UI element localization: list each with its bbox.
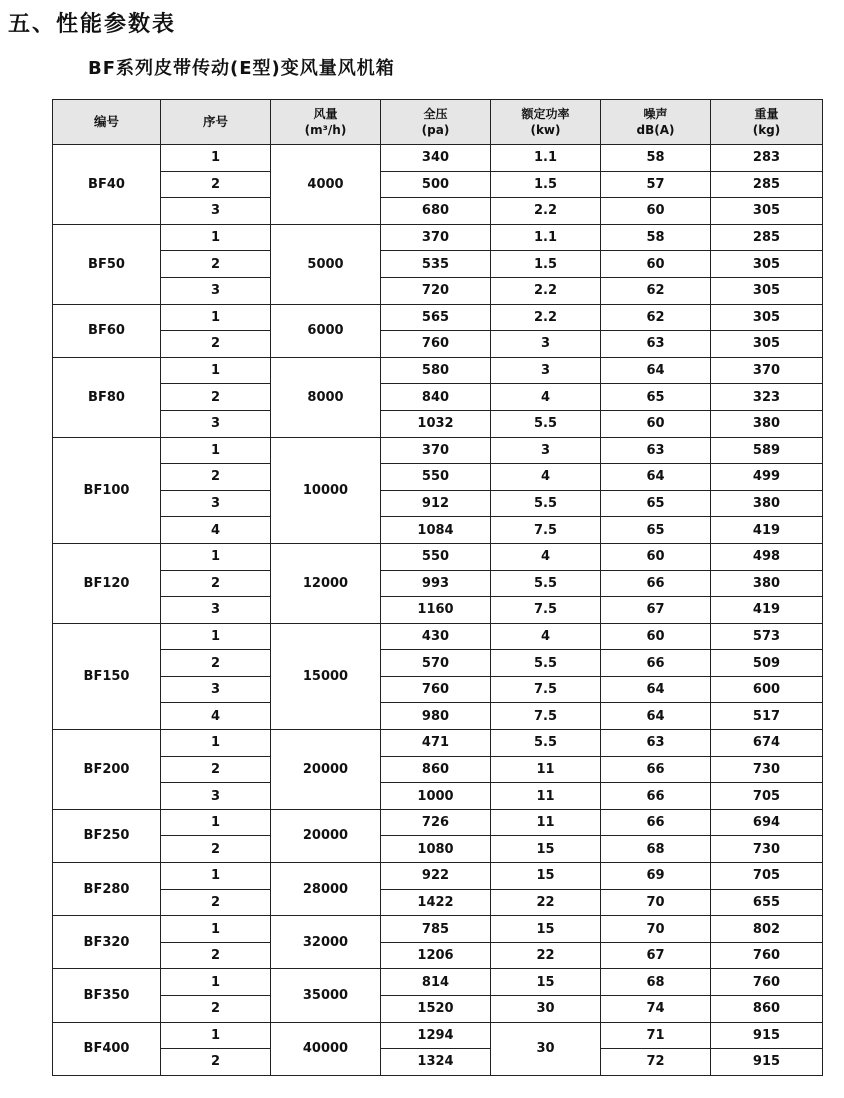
cell-weight: 285: [711, 171, 823, 198]
cell-noise: 68: [601, 969, 711, 996]
performance-table: [52, 99, 823, 1076]
table-row: [53, 863, 823, 890]
cell-weight: 305: [711, 198, 823, 225]
cell-weight: 380: [711, 570, 823, 597]
cell-pressure: 500: [381, 171, 491, 198]
cell-weight: 499: [711, 464, 823, 491]
cell-power: 3: [491, 437, 601, 464]
cell-seq: 2: [161, 570, 271, 597]
cell-model: BF320: [53, 916, 161, 969]
header-power: [491, 100, 601, 145]
cell-weight: 419: [711, 517, 823, 544]
cell-pressure: 760: [381, 331, 491, 358]
cell-airflow: 32000: [271, 916, 381, 969]
table-row: [53, 171, 823, 198]
table-row: [53, 889, 823, 916]
cell-model: BF350: [53, 969, 161, 1022]
cell-seq: 1: [161, 916, 271, 943]
header-label: 噪声: [643, 107, 668, 121]
cell-power: 1.5: [491, 251, 601, 278]
cell-seq: 2: [161, 836, 271, 863]
cell-power: 1.1: [491, 145, 601, 172]
cell-pressure: 993: [381, 570, 491, 597]
table-row: [53, 676, 823, 703]
cell-weight: 283: [711, 145, 823, 172]
cell-pressure: 580: [381, 357, 491, 384]
table-row: [53, 277, 823, 304]
cell-weight: 600: [711, 676, 823, 703]
cell-noise: 69: [601, 863, 711, 890]
cell-noise: 62: [601, 277, 711, 304]
cell-seq: 2: [161, 650, 271, 677]
cell-noise: 60: [601, 543, 711, 570]
cell-seq: 1: [161, 437, 271, 464]
table-row: [53, 517, 823, 544]
table-row: [53, 1022, 823, 1049]
cell-noise: 58: [601, 145, 711, 172]
cell-weight: 802: [711, 916, 823, 943]
table-row: [53, 384, 823, 411]
cell-model: BF120: [53, 543, 161, 623]
cell-pressure: 814: [381, 969, 491, 996]
cell-seq: 1: [161, 145, 271, 172]
cell-power: 15: [491, 969, 601, 996]
cell-noise: 67: [601, 597, 711, 624]
cell-power: 2.2: [491, 198, 601, 225]
cell-weight: 730: [711, 836, 823, 863]
cell-noise: 70: [601, 889, 711, 916]
header-label: 额定功率: [521, 107, 570, 121]
table-row: [53, 490, 823, 517]
cell-pressure: 785: [381, 916, 491, 943]
cell-pressure: 570: [381, 650, 491, 677]
cell-power: 2.2: [491, 277, 601, 304]
cell-pressure: 922: [381, 863, 491, 890]
cell-weight: 370: [711, 357, 823, 384]
cell-power: 4: [491, 384, 601, 411]
cell-power: 1.5: [491, 171, 601, 198]
cell-noise: 57: [601, 171, 711, 198]
cell-power: 2.2: [491, 304, 601, 331]
cell-power: 11: [491, 783, 601, 810]
cell-power: 15: [491, 863, 601, 890]
cell-airflow: 20000: [271, 809, 381, 862]
cell-airflow: 5000: [271, 224, 381, 304]
cell-noise: 66: [601, 783, 711, 810]
cell-model: BF50: [53, 224, 161, 304]
cell-pressure: 550: [381, 464, 491, 491]
header-label: 重量: [754, 107, 779, 121]
cell-model: BF400: [53, 1022, 161, 1075]
table-row: [53, 251, 823, 278]
cell-seq: 1: [161, 623, 271, 650]
cell-pressure: 535: [381, 251, 491, 278]
cell-pressure: 565: [381, 304, 491, 331]
cell-power: 5.5: [491, 490, 601, 517]
cell-power: 7.5: [491, 597, 601, 624]
cell-weight: 380: [711, 490, 823, 517]
cell-noise: 62: [601, 304, 711, 331]
cell-seq: 3: [161, 490, 271, 517]
cell-seq: 2: [161, 251, 271, 278]
cell-weight: 705: [711, 863, 823, 890]
cell-model: BF280: [53, 863, 161, 916]
cell-noise: 65: [601, 384, 711, 411]
cell-power: 15: [491, 836, 601, 863]
cell-power: 5.5: [491, 570, 601, 597]
header-weight: [711, 100, 823, 145]
cell-noise: 64: [601, 357, 711, 384]
cell-weight: 915: [711, 1022, 823, 1049]
header-label: 序号: [202, 114, 228, 129]
cell-pressure: 1080: [381, 836, 491, 863]
cell-pressure: 840: [381, 384, 491, 411]
cell-power: 1.1: [491, 224, 601, 251]
cell-airflow: 15000: [271, 623, 381, 729]
cell-noise: 64: [601, 464, 711, 491]
cell-noise: 64: [601, 676, 711, 703]
table-row: [53, 703, 823, 730]
cell-power: 11: [491, 809, 601, 836]
cell-power: 7.5: [491, 517, 601, 544]
table-row: [53, 996, 823, 1023]
cell-noise: 65: [601, 490, 711, 517]
cell-airflow: 4000: [271, 145, 381, 225]
cell-model: BF200: [53, 730, 161, 810]
cell-pressure: 430: [381, 623, 491, 650]
table-row: [53, 437, 823, 464]
cell-seq: 1: [161, 863, 271, 890]
cell-model: BF250: [53, 809, 161, 862]
cell-pressure: 1324: [381, 1049, 491, 1076]
cell-airflow: 12000: [271, 543, 381, 623]
cell-airflow: 10000: [271, 437, 381, 543]
cell-weight: 285: [711, 224, 823, 251]
cell-power: 22: [491, 942, 601, 969]
cell-seq: 2: [161, 384, 271, 411]
cell-weight: 380: [711, 410, 823, 437]
cell-seq: 3: [161, 198, 271, 225]
table-row: [53, 836, 823, 863]
cell-weight: 305: [711, 331, 823, 358]
cell-power: 15: [491, 916, 601, 943]
cell-pressure: 860: [381, 756, 491, 783]
table-row: [53, 1049, 823, 1076]
cell-noise: 66: [601, 756, 711, 783]
cell-noise: 70: [601, 916, 711, 943]
cell-power: 4: [491, 464, 601, 491]
cell-pressure: 720: [381, 277, 491, 304]
cell-noise: 67: [601, 942, 711, 969]
table-row: [53, 410, 823, 437]
cell-pressure: 1000: [381, 783, 491, 810]
cell-power: 7.5: [491, 676, 601, 703]
table-row: [53, 597, 823, 624]
table-row: [53, 543, 823, 570]
cell-airflow: 8000: [271, 357, 381, 437]
table-row: [53, 224, 823, 251]
table-row: [53, 969, 823, 996]
cell-seq: 2: [161, 331, 271, 358]
cell-seq: 1: [161, 730, 271, 757]
cell-seq: 1: [161, 357, 271, 384]
cell-pressure: 1294: [381, 1022, 491, 1049]
table-row: [53, 198, 823, 225]
cell-airflow: 28000: [271, 863, 381, 916]
table-row: [53, 916, 823, 943]
cell-seq: 1: [161, 304, 271, 331]
cell-seq: 1: [161, 809, 271, 836]
cell-weight: 419: [711, 597, 823, 624]
header-unit: dB(A): [636, 123, 675, 137]
table-title: BF系列皮带传动(E型)变风量风机箱: [88, 58, 395, 79]
cell-seq: 3: [161, 597, 271, 624]
cell-noise: 74: [601, 996, 711, 1023]
cell-pressure: 340: [381, 145, 491, 172]
cell-power: 3: [491, 357, 601, 384]
table-row: [53, 570, 823, 597]
cell-weight: 305: [711, 277, 823, 304]
table-row: [53, 809, 823, 836]
cell-pressure: 726: [381, 809, 491, 836]
header-unit: (kg): [752, 123, 781, 137]
cell-noise: 60: [601, 623, 711, 650]
cell-noise: 63: [601, 437, 711, 464]
cell-weight: 573: [711, 623, 823, 650]
cell-airflow: 20000: [271, 730, 381, 810]
cell-seq: 3: [161, 676, 271, 703]
cell-noise: 72: [601, 1049, 711, 1076]
cell-weight: 323: [711, 384, 823, 411]
cell-weight: 915: [711, 1049, 823, 1076]
cell-model: BF100: [53, 437, 161, 543]
cell-power: 22: [491, 889, 601, 916]
cell-seq: 1: [161, 1022, 271, 1049]
cell-weight: 860: [711, 996, 823, 1023]
cell-seq: 1: [161, 224, 271, 251]
cell-airflow: 35000: [271, 969, 381, 1022]
cell-seq: 4: [161, 703, 271, 730]
cell-pressure: 1520: [381, 996, 491, 1023]
section-title: 五、性能参数表: [8, 12, 177, 37]
cell-seq: 3: [161, 410, 271, 437]
cell-power: 7.5: [491, 703, 601, 730]
cell-seq: 2: [161, 996, 271, 1023]
header-unit: (m³/h): [304, 123, 347, 137]
table-row: [53, 357, 823, 384]
header-noise: [601, 100, 711, 145]
cell-weight: 589: [711, 437, 823, 464]
cell-seq: 2: [161, 464, 271, 491]
header-unit: (pa): [421, 123, 450, 137]
table-row: [53, 464, 823, 491]
cell-pressure: 1160: [381, 597, 491, 624]
header-seq: [161, 100, 271, 145]
cell-seq: 1: [161, 969, 271, 996]
cell-pressure: 1206: [381, 942, 491, 969]
cell-power: 3: [491, 331, 601, 358]
cell-noise: 66: [601, 650, 711, 677]
header-label: 全压: [423, 107, 448, 121]
cell-weight: 730: [711, 756, 823, 783]
cell-noise: 68: [601, 836, 711, 863]
cell-noise: 66: [601, 570, 711, 597]
cell-pressure: 1084: [381, 517, 491, 544]
cell-weight: 760: [711, 969, 823, 996]
cell-noise: 60: [601, 410, 711, 437]
cell-weight: 705: [711, 783, 823, 810]
cell-weight: 305: [711, 251, 823, 278]
table-body: [53, 145, 823, 1076]
cell-seq: 3: [161, 783, 271, 810]
cell-seq: 3: [161, 277, 271, 304]
header-airflow: [271, 100, 381, 145]
cell-airflow: 6000: [271, 304, 381, 357]
header-label: 编号: [93, 114, 119, 129]
cell-noise: 60: [601, 198, 711, 225]
cell-power: 5.5: [491, 730, 601, 757]
table-row: [53, 331, 823, 358]
cell-pressure: 370: [381, 224, 491, 251]
cell-noise: 64: [601, 703, 711, 730]
cell-noise: 65: [601, 517, 711, 544]
cell-pressure: 980: [381, 703, 491, 730]
header-unit: (kw): [530, 123, 561, 137]
cell-seq: 1: [161, 543, 271, 570]
cell-seq: 2: [161, 1049, 271, 1076]
cell-noise: 63: [601, 331, 711, 358]
cell-pressure: 680: [381, 198, 491, 225]
table-row: [53, 783, 823, 810]
cell-weight: 760: [711, 942, 823, 969]
table-row: [53, 145, 823, 172]
cell-weight: 498: [711, 543, 823, 570]
cell-seq: 2: [161, 942, 271, 969]
cell-power: 30: [491, 996, 601, 1023]
cell-pressure: 471: [381, 730, 491, 757]
cell-noise: 60: [601, 251, 711, 278]
cell-pressure: 550: [381, 543, 491, 570]
cell-model: BF150: [53, 623, 161, 729]
header-model: [53, 100, 161, 145]
cell-model: BF80: [53, 357, 161, 437]
table-row: [53, 623, 823, 650]
cell-weight: 509: [711, 650, 823, 677]
cell-pressure: 370: [381, 437, 491, 464]
table-row: [53, 650, 823, 677]
table-header-row: [53, 100, 823, 145]
cell-weight: 655: [711, 889, 823, 916]
cell-power: 5.5: [491, 650, 601, 677]
cell-weight: 305: [711, 304, 823, 331]
cell-power: 4: [491, 543, 601, 570]
cell-weight: 517: [711, 703, 823, 730]
cell-pressure: 760: [381, 676, 491, 703]
cell-airflow: 40000: [271, 1022, 381, 1075]
cell-pressure: 912: [381, 490, 491, 517]
cell-weight: 674: [711, 730, 823, 757]
table-row: [53, 304, 823, 331]
cell-noise: 71: [601, 1022, 711, 1049]
cell-noise: 58: [601, 224, 711, 251]
cell-model: BF40: [53, 145, 161, 225]
cell-power: 11: [491, 756, 601, 783]
cell-weight: 694: [711, 809, 823, 836]
cell-power: 4: [491, 623, 601, 650]
cell-power: 5.5: [491, 410, 601, 437]
cell-seq: 2: [161, 756, 271, 783]
cell-power: 30: [491, 1022, 601, 1075]
cell-pressure: 1032: [381, 410, 491, 437]
cell-seq: 4: [161, 517, 271, 544]
cell-noise: 63: [601, 730, 711, 757]
cell-seq: 2: [161, 171, 271, 198]
table-row: [53, 730, 823, 757]
cell-pressure: 1422: [381, 889, 491, 916]
header-label: 风量: [313, 107, 338, 121]
cell-model: BF60: [53, 304, 161, 357]
table-row: [53, 756, 823, 783]
cell-seq: 2: [161, 889, 271, 916]
table-row: [53, 942, 823, 969]
header-pressure: [381, 100, 491, 145]
cell-noise: 66: [601, 809, 711, 836]
